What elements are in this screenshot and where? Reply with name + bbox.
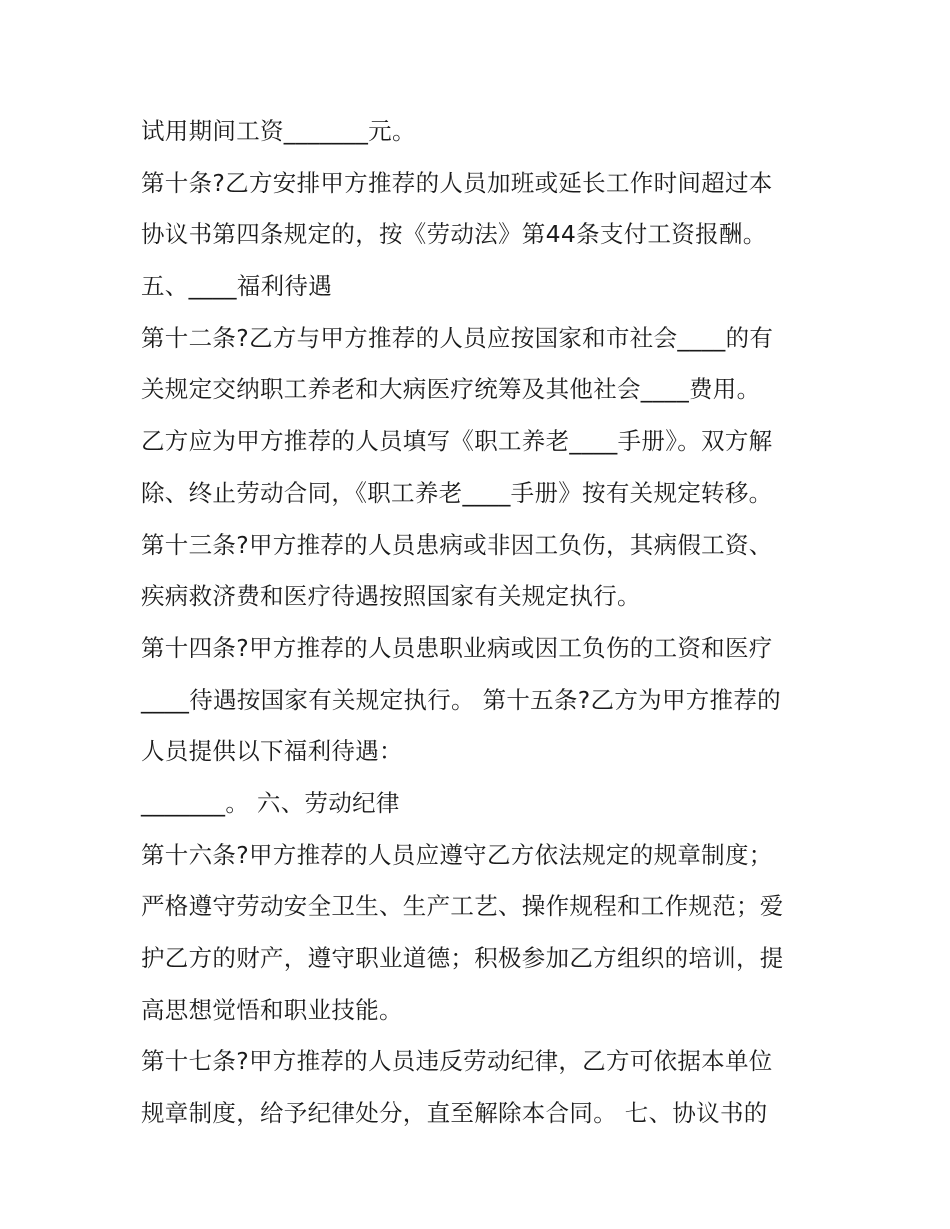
text-line: _______。 六、劳动纪律: [141, 788, 400, 817]
text-line: 严格遵守劳动安全卫生、生产工艺、操作规程和工作规范；爱: [141, 892, 784, 921]
text-line: ____待遇按国家有关规定执行。 第十五条?乙方为甲方推荐的: [141, 685, 781, 714]
text-line: 人员提供以下福利待遇：: [141, 737, 403, 766]
text-line: 第十三条?甲方推荐的人员患病或非因工负伤，其病假工资、: [141, 530, 773, 559]
text-line: 规章制度，给予纪律处分，直至解除本合同。 七、协议书的: [141, 1099, 768, 1128]
text-line: 第十二条?乙方与甲方推荐的人员应按国家和市社会____的有: [141, 323, 774, 352]
text-line: 第十四条?甲方推荐的人员患职业病或因工负伤的工资和医疗: [141, 633, 773, 662]
section-heading: 五、____福利待遇: [141, 272, 332, 301]
text-line: 第十条?乙方安排甲方推荐的人员加班或延长工作时间超过本: [141, 168, 773, 197]
text-line: 试用期间工资_______元。: [141, 117, 416, 145]
text-line: 乙方应为甲方推荐的人员填写《职工养老____手册》。双方解: [141, 427, 773, 456]
text-line: 高思想觉悟和职业技能。: [141, 995, 403, 1024]
document-body: [141, 106, 821, 1140]
text-line: 关规定交纳职工养老和大病医疗统筹及其他社会____费用。: [141, 375, 761, 404]
text-line: 协议书第四条规定的，按《劳动法》第44条支付工资报酬。: [141, 220, 767, 249]
text-line: 除、终止劳动合同，《职工养老____手册》按有关规定转移。: [141, 478, 773, 507]
text-line: 疾病救济费和医疗待遇按照国家有关规定执行。: [141, 582, 641, 611]
text-line: 第十六条?甲方推荐的人员应遵守乙方依法规定的规章制度；: [141, 840, 773, 869]
text-line: 护乙方的财产，遵守职业道德；积极参加乙方组织的培训，提: [141, 944, 784, 972]
text-line: 第十七条?甲方推荐的人员违反劳动纪律，乙方可依据本单位: [141, 1047, 773, 1076]
